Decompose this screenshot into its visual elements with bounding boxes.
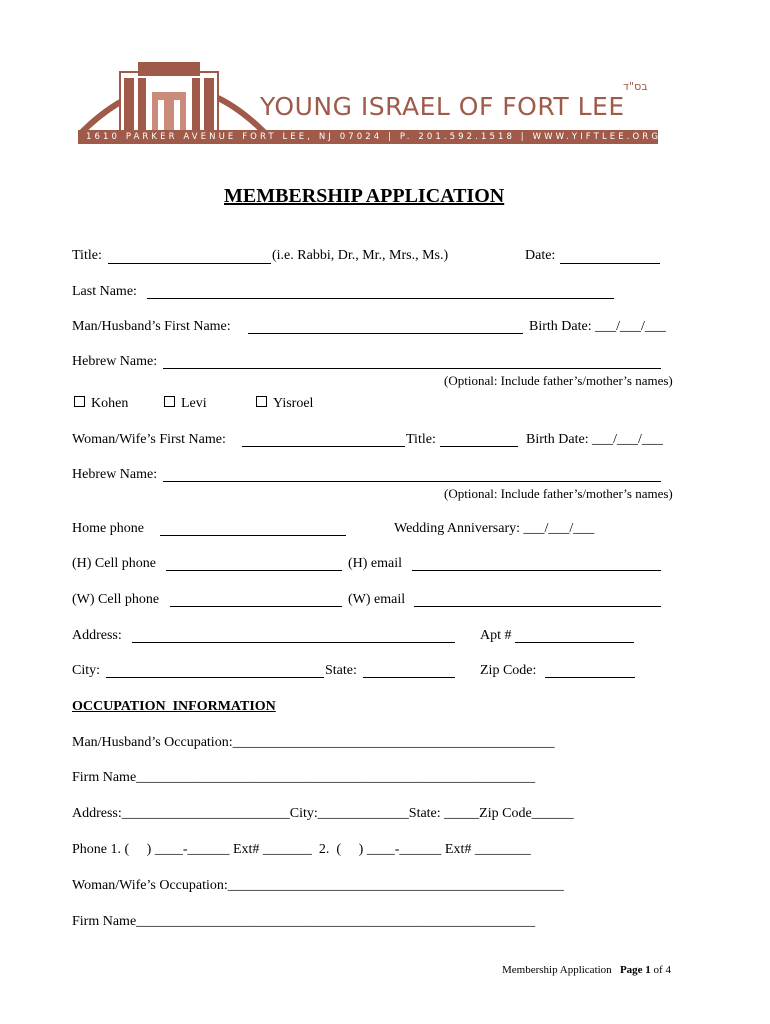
man-hebrew-name-field[interactable] xyxy=(163,368,661,369)
woman-hebrew-name-field[interactable] xyxy=(163,481,661,482)
city-field[interactable] xyxy=(106,677,324,678)
apt-label: Apt # xyxy=(480,628,512,643)
h-email-field[interactable] xyxy=(412,570,661,571)
home-phone-label: Home phone xyxy=(72,521,144,536)
yisroel-checkbox[interactable]: Yisroel xyxy=(256,396,313,412)
footer-page-total: of 4 xyxy=(653,964,671,976)
w-email-label: (W) email xyxy=(348,592,406,607)
hebrew-mark: בס"ד xyxy=(623,80,648,93)
w-cell-label: (W) Cell phone xyxy=(72,592,160,607)
address-field[interactable] xyxy=(132,642,455,643)
woman-birth-date[interactable]: Birth Date: ___/___/___ xyxy=(526,432,663,447)
woman-hebrew-name-label: Hebrew Name: xyxy=(72,467,158,482)
title-field[interactable] xyxy=(108,263,271,264)
state-label: State: xyxy=(325,663,357,678)
levi-checkbox[interactable]: Levi xyxy=(164,396,207,412)
logo xyxy=(78,44,662,149)
man-hebrew-name-label: Hebrew Name: xyxy=(72,354,158,369)
page-title: MEMBERSHIP APPLICATION xyxy=(224,185,505,207)
woman-title-label: Title: xyxy=(406,432,436,447)
home-phone-field[interactable] xyxy=(160,535,346,536)
org-name: YOUNG ISRAEL OF FORT LEE xyxy=(260,92,625,121)
wedding-anniversary[interactable]: Wedding Anniversary: ___/___/___ xyxy=(394,521,595,536)
last-name-label: Last Name: xyxy=(72,284,137,299)
title-hint: (i.e. Rabbi, Dr., Mr., Mrs., Ms.) xyxy=(272,248,449,263)
footer-page-label: Page 1 xyxy=(619,964,651,976)
man-first-name-label: Man/Husband’s First Name: xyxy=(72,319,231,334)
city-label: City: xyxy=(72,663,101,678)
woman-occupation-field[interactable]: Woman/Wife’s Occupation:________________________________________________ xyxy=(72,878,564,893)
w-email-field[interactable] xyxy=(414,606,661,607)
man-first-name-field[interactable] xyxy=(248,333,523,334)
address-label: Address: xyxy=(72,628,122,643)
occupation-phone-field[interactable]: Phone 1. ( ) ____-______ Ext# _______ 2. ( ) ____-______ Ext# ________ xyxy=(72,842,531,857)
w-cell-field[interactable] xyxy=(170,606,342,607)
firm-name-field-1[interactable]: Firm Name_________________________________________________________ xyxy=(72,770,536,785)
checkbox-icon xyxy=(74,396,85,407)
zip-field[interactable] xyxy=(545,677,635,678)
man-birth-date[interactable]: Birth Date: ___/___/___ xyxy=(529,319,666,334)
h-cell-label: (H) Cell phone xyxy=(72,556,156,571)
last-name-field[interactable] xyxy=(147,298,614,299)
woman-first-name-label: Woman/Wife’s First Name: xyxy=(72,432,226,447)
woman-title-field[interactable] xyxy=(440,446,518,447)
optional-note-2: (Optional: Include father’s/mother’s names) xyxy=(444,486,673,501)
title-label: Title: xyxy=(72,248,102,263)
optional-note-1: (Optional: Include father’s/mother’s names) xyxy=(444,373,673,388)
footer-doc-name: Membership Application xyxy=(502,964,612,976)
man-occupation-field[interactable]: Man/Husband’s Occupation:______________________________________________ xyxy=(72,735,555,750)
occupation-address-field[interactable]: Address:________________________City:_____________State: _____Zip Code______ xyxy=(72,806,574,821)
date-field[interactable] xyxy=(560,263,660,264)
h-cell-field[interactable] xyxy=(166,570,342,571)
state-field[interactable] xyxy=(363,677,455,678)
apt-field[interactable] xyxy=(515,642,634,643)
checkbox-icon xyxy=(256,396,267,407)
occupation-heading: OCCUPATION INFORMATION xyxy=(72,699,276,714)
h-email-label: (H) email xyxy=(348,556,403,571)
firm-name-field-2[interactable]: Firm Name_________________________________________________________ xyxy=(72,914,536,929)
date-label: Date: xyxy=(525,248,556,263)
checkbox-icon xyxy=(164,396,175,407)
address-bar: 1610 PARKER AVENUE FORT LEE, NJ 07024 | P. 201.592.1518 | WWW.YIFTLEE.ORG xyxy=(78,130,658,144)
page-footer xyxy=(502,964,671,976)
kohen-checkbox[interactable]: Kohen xyxy=(74,396,128,412)
synagogue-logo-icon xyxy=(78,44,268,134)
woman-first-name-field[interactable] xyxy=(242,446,405,447)
zip-label: Zip Code: xyxy=(480,663,537,678)
